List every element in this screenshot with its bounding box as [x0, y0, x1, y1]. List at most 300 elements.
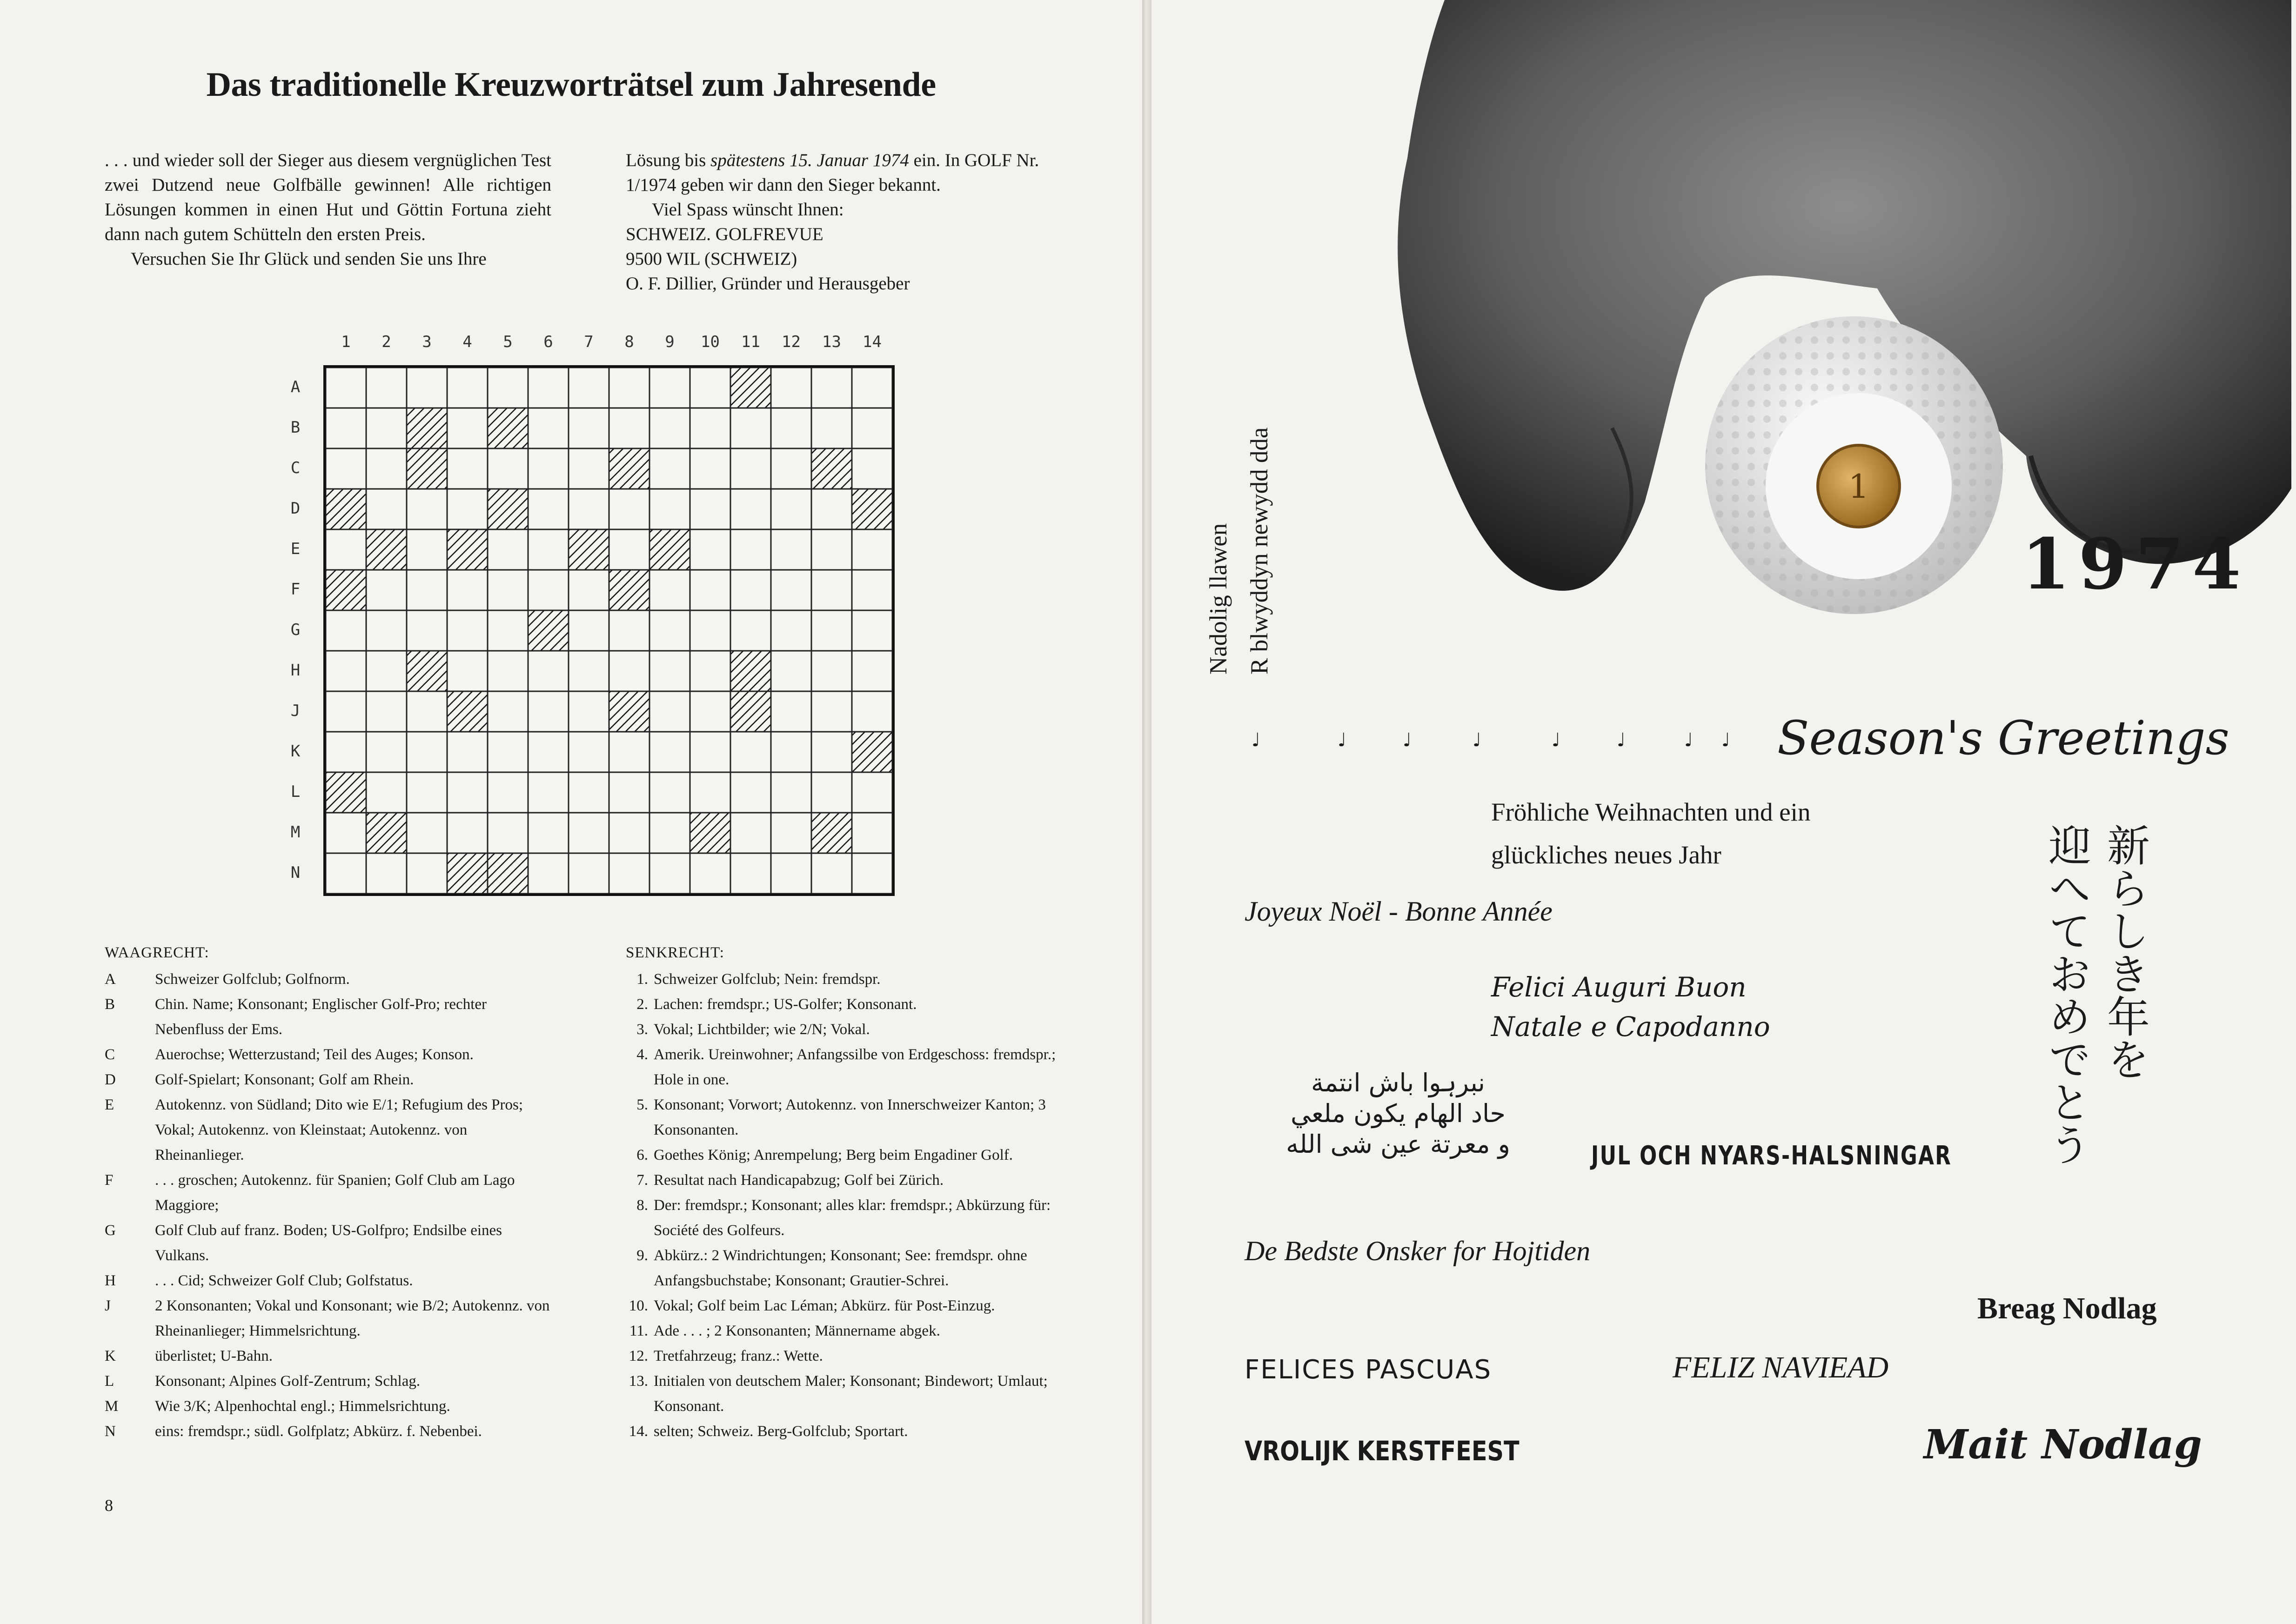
blocked-cell [730, 651, 771, 691]
deadline-paragraph [626, 148, 1058, 197]
across-clue-list [105, 967, 558, 1444]
crossword-cell [528, 448, 569, 489]
clue-text: Schweizer Golfclub; Golfnorm. [155, 971, 350, 988]
crossword-cell [447, 732, 488, 772]
crossword-cell [852, 813, 892, 853]
crossword-cell [852, 368, 892, 408]
crossword-cell [528, 570, 569, 610]
blocked-cell [811, 448, 852, 489]
crossword-cell [528, 529, 569, 570]
crossword-cell [852, 772, 892, 813]
crossword-cell [649, 813, 690, 853]
welsh-greeting [1198, 428, 1280, 675]
clue-key: B [105, 996, 115, 1013]
crossword-cell [569, 853, 609, 894]
book-gutter [1142, 0, 1151, 1624]
crossword-cell [447, 408, 488, 448]
crossword-cell [690, 408, 730, 448]
clue-item [105, 1343, 558, 1369]
clue-item [105, 1168, 558, 1218]
page-number: 8 [105, 1496, 113, 1515]
crossword-cell [690, 610, 730, 651]
clue-item [105, 967, 558, 992]
crossword-cell [649, 570, 690, 610]
column-number: 3 [422, 333, 432, 351]
crossword-cell [366, 651, 407, 691]
french-greeting: Joyeux Noël - Bonne Année [1245, 896, 1553, 927]
crossword-cell [730, 813, 771, 853]
crossword-cell [407, 853, 447, 894]
column-number: 6 [543, 333, 553, 351]
crossword-cell [690, 691, 730, 732]
clue-item [105, 1067, 558, 1092]
clue-item [626, 1092, 1072, 1143]
crossword-cell [771, 732, 811, 772]
clue-text: eins: fremdspr.; südl. Golfplatz; Abkürz. f. Nebenbei. [155, 1423, 482, 1440]
crossword-cell [366, 772, 407, 813]
blocked-cell [326, 489, 366, 529]
crossword-cell [811, 489, 852, 529]
crossword-cell [852, 408, 892, 448]
blocked-cell [366, 813, 407, 853]
clue-item [105, 1268, 558, 1293]
crossword-cell [366, 610, 407, 651]
column-number: 11 [741, 333, 760, 351]
intro-text-left [105, 148, 551, 271]
arabic-line-1: نبرہوا باش انتمة [1311, 1068, 1485, 1097]
ornament-icon: ♩ [1684, 729, 1693, 751]
crossword-cell [366, 691, 407, 732]
crossword-cell [488, 691, 528, 732]
crossword-cell [811, 570, 852, 610]
coin-value: 1 [1848, 468, 1869, 506]
clue-item [626, 1318, 1072, 1343]
clue-key: 8. [636, 1197, 648, 1214]
row-letter: A [290, 378, 301, 396]
clue-key: 14. [629, 1423, 648, 1440]
crossword-cell [690, 489, 730, 529]
crossword-cell [690, 772, 730, 813]
blocked-cell [609, 570, 649, 610]
blocked-cell [528, 610, 569, 651]
crossword-cell [771, 813, 811, 853]
crossword-cell [326, 529, 366, 570]
row-letter: F [290, 580, 301, 599]
crossword-cell [326, 732, 366, 772]
clue-text: Der: fremdspr.; Konsonant; alles klar: fremdspr.; Abkürzung für: Société des Golfeurs. [654, 1197, 1051, 1239]
clue-text: Vokal; Lichtbilder; wie 2/N; Vokal. [654, 1021, 870, 1038]
crossword-cell [649, 772, 690, 813]
clue-key: 12. [629, 1348, 648, 1364]
crossword-cell [447, 489, 488, 529]
crossword-cell [730, 448, 771, 489]
clue-key: N [105, 1423, 116, 1440]
clue-key: 6. [636, 1147, 648, 1163]
clue-item [105, 1369, 558, 1394]
crossword-cell [771, 408, 811, 448]
year-heading: 1974 [2022, 523, 2249, 605]
blocked-cell [488, 408, 528, 448]
crossword-cell [852, 570, 892, 610]
crossword-cell [649, 610, 690, 651]
ornament-icon: ♩ [1552, 729, 1560, 751]
crossword-cell [771, 853, 811, 894]
column-number: 5 [503, 333, 513, 351]
crossword-cell [569, 368, 609, 408]
clue-key: 10. [629, 1297, 648, 1314]
crossword-cell [326, 408, 366, 448]
crossword-cell [771, 570, 811, 610]
column-number: 4 [462, 333, 472, 351]
crossword-cell [649, 651, 690, 691]
row-letter: K [290, 742, 301, 761]
crossword-cell [407, 691, 447, 732]
column-number: 2 [382, 333, 391, 351]
crossword-cell [690, 448, 730, 489]
crossword-cell [730, 610, 771, 651]
clue-text: Auerochse; Wetterzustand; Teil des Auges; Konson. [155, 1046, 474, 1063]
crossword-cell [649, 732, 690, 772]
crossword-cell [609, 813, 649, 853]
crossword-cell [690, 651, 730, 691]
italian-greeting [1491, 968, 1770, 1047]
crossword-cell [690, 570, 730, 610]
arabic-line-2: حاد الهام يكون ملعي [1291, 1099, 1506, 1128]
crossword-cell [771, 448, 811, 489]
crossword-cell [730, 489, 771, 529]
clue-item [105, 1419, 558, 1444]
crossword-cell [326, 368, 366, 408]
row-letter: N [290, 863, 301, 882]
clue-text: . . . Cid; Schweizer Golf Club; Golfstatus. [155, 1272, 413, 1289]
crossword-cell [528, 691, 569, 732]
crossword-cell [407, 732, 447, 772]
crossword-cell [326, 691, 366, 732]
crossword-cell [649, 691, 690, 732]
clue-item [105, 1394, 558, 1419]
crossword-cell [690, 732, 730, 772]
clue-text: Golf-Spielart; Konsonant; Golf am Rhein. [155, 1071, 414, 1088]
crossword-cell [528, 853, 569, 894]
blocked-cell [488, 853, 528, 894]
blocked-cell [609, 448, 649, 489]
ornament-icon: ♩ [1617, 729, 1626, 751]
clue-text: Resultat nach Handicapabzug; Golf bei Zürich. [654, 1172, 944, 1189]
crossword-cell [366, 368, 407, 408]
intro-paragraph-1: . . . und wieder soll der Sieger aus diesem vergnüglichen Test zwei Dutzend neue Golfbälle gewinnen! Alle richtigen Lösungen kommen in einen Hut und Göttin Fortuna zieht dann nach gutem Schütteln den ersten Preis. [105, 150, 551, 244]
clue-text: Ade . . . ; 2 Konsonanten; Männername abgek. [654, 1323, 940, 1339]
blocked-cell [447, 691, 488, 732]
crossword-cell [528, 813, 569, 853]
clue-text: Initialen von deutschem Maler; Konsonant; Bindewort; Umlaut; Konsonant. [654, 1373, 1048, 1415]
crossword-cell [569, 448, 609, 489]
clue-item [626, 967, 1072, 992]
crossword-cell [609, 732, 649, 772]
english-greeting: Season's Greetings [1777, 711, 2229, 765]
clue-text: Goethes König; Anrempelung; Berg beim Engadiner Golf. [654, 1147, 1013, 1163]
crossword-cell [690, 853, 730, 894]
clue-text: Lachen: fremdspr.; US-Golfer; Konsonant. [654, 996, 917, 1013]
blocked-cell [569, 529, 609, 570]
ornament-icon: ♩ [1252, 729, 1260, 751]
japanese-greeting [2033, 823, 2154, 1219]
column-number: 14 [863, 333, 882, 351]
crossword-cell [690, 368, 730, 408]
clue-item [626, 1042, 1072, 1092]
clue-key: L [105, 1373, 114, 1390]
crossword-cell [852, 610, 892, 651]
clue-key: K [105, 1348, 116, 1364]
welsh-line-1: Nadolig llawen [1205, 523, 1232, 675]
crossword-cell [447, 448, 488, 489]
row-letter: G [290, 621, 301, 639]
crossword-cell [528, 408, 569, 448]
column-number: 8 [624, 333, 634, 351]
crossword-cell [852, 691, 892, 732]
crossword-cell [366, 570, 407, 610]
crossword-cell [771, 772, 811, 813]
wish-line: Viel Spass wünscht Ihnen: [652, 200, 844, 220]
italian-line-2: Natale e Capodanno [1491, 1011, 1770, 1043]
intro-text-right [626, 148, 1058, 296]
crossword-cell [326, 610, 366, 651]
clue-key: D [105, 1071, 116, 1088]
crossword-cell [852, 853, 892, 894]
blocked-cell [407, 408, 447, 448]
blocked-cell [407, 448, 447, 489]
german-line-2: glückliches neues Jahr [1491, 841, 1721, 869]
crossword-cell [488, 610, 528, 651]
clue-key: 9. [636, 1247, 648, 1264]
german-greeting [1491, 791, 1810, 876]
blocked-cell [649, 529, 690, 570]
blocked-cell [447, 529, 488, 570]
crossword-cell [649, 368, 690, 408]
crossword-cell [326, 813, 366, 853]
romansh-greeting: FELIZ NAVIEAD [1673, 1350, 1889, 1384]
clue-text: Wie 3/K; Alpenhochtal engl.; Himmelsrichtung. [155, 1398, 450, 1415]
arabic-greeting [1240, 1068, 1556, 1160]
column-number: 10 [701, 333, 720, 351]
crossword-cell [771, 368, 811, 408]
crossword-cell [649, 408, 690, 448]
crossword-cell [366, 448, 407, 489]
blocked-cell [852, 489, 892, 529]
spanish-greeting: FELICES PASCUAS [1245, 1355, 1492, 1385]
crossword-cell [569, 732, 609, 772]
clue-key: G [105, 1222, 116, 1239]
crossword-cell [569, 651, 609, 691]
crossword-cell [811, 691, 852, 732]
deadline-date: spätestens 15. Januar 1974 [710, 150, 909, 170]
blocked-cell [366, 529, 407, 570]
crossword-cell [407, 813, 447, 853]
crossword-cell [366, 408, 407, 448]
down-clue-list [626, 967, 1072, 1444]
clue-key: 2. [636, 996, 648, 1013]
japanese-column-1: 新らしき年を [2100, 823, 2150, 1080]
blocked-cell [811, 813, 852, 853]
clue-text: Schweizer Golfclub; Nein: fremdspr. [654, 971, 881, 988]
clue-key: 3. [636, 1021, 648, 1038]
row-letter: M [290, 823, 301, 842]
clue-item [105, 1042, 558, 1067]
crossword-cell [528, 651, 569, 691]
blocked-cell [852, 732, 892, 772]
clue-item [626, 1369, 1072, 1419]
clue-text: Konsonant; Vorwort; Autokennz. von Innerschweizer Kanton; 3 Konsonanten. [654, 1096, 1046, 1138]
clue-item [626, 992, 1072, 1017]
address-line-2: 9500 WIL (SCHWEIZ) [626, 249, 797, 269]
column-number: 1 [341, 333, 351, 351]
crossword-cell [528, 772, 569, 813]
crossword-cell [730, 408, 771, 448]
swedish-greeting: JUL OCH NYARS-HALSNINGAR [1591, 1141, 1952, 1171]
clue-key: 5. [636, 1096, 648, 1113]
ornament-icon: ♩ [1338, 729, 1346, 751]
clue-text: Chin. Name; Konsonant; Englischer Golf-Pro; rechter Nebenfluss der Ems. [155, 996, 487, 1038]
crossword-cell [730, 772, 771, 813]
clue-key: 1. [636, 971, 648, 988]
blocked-cell [488, 489, 528, 529]
blocked-cell [447, 853, 488, 894]
down-heading: SENKRECHT: [626, 944, 724, 961]
clue-key: 11. [629, 1323, 648, 1339]
crossword-cell [649, 853, 690, 894]
column-number: 9 [665, 333, 675, 351]
crossword-cell [528, 489, 569, 529]
clue-item [626, 1419, 1072, 1444]
ornament-icon: ♩ [1473, 729, 1481, 751]
ornament-icon: ♩ [1721, 729, 1730, 751]
ornament-icon: ♩ [1403, 729, 1412, 751]
crossword-cell [811, 610, 852, 651]
crossword-cell [649, 448, 690, 489]
crossword-cell [730, 853, 771, 894]
crossword-cell [771, 489, 811, 529]
crossword-cell [326, 651, 366, 691]
row-letter: E [290, 540, 301, 558]
crossword-cell [609, 368, 649, 408]
crossword-cell [569, 570, 609, 610]
clue-key: H [105, 1272, 116, 1289]
crossword-cell [569, 408, 609, 448]
danish-greeting: De Bedste Onsker for Hojtiden [1245, 1236, 1591, 1266]
clue-item [626, 1017, 1072, 1042]
crossword-cell [407, 529, 447, 570]
address-line-1: SCHWEIZ. GOLFREVUE [626, 224, 823, 244]
crossword-cell [569, 772, 609, 813]
crossword-cell [771, 691, 811, 732]
clue-text: Golf Club auf franz. Boden; US-Golfpro; Endsilbe eines Vulkans. [155, 1222, 502, 1264]
clue-key: J [105, 1297, 111, 1314]
irish-greeting: Breag Nodlag [1977, 1291, 2157, 1325]
crossword-cell [528, 732, 569, 772]
arabic-line-3: و معرتة عين شى الله [1286, 1129, 1510, 1159]
clue-text: Autokennz. von Südland; Dito wie E/1; Refugium des Pros; Vokal; Autokennz. von Kleinstaat; Autokennz. von Rheinanlieger. [155, 1096, 523, 1163]
row-letter: B [290, 418, 301, 437]
crossword-cell [326, 448, 366, 489]
clue-key: 7. [636, 1172, 648, 1189]
japanese-column-2: 迎へておめでとう [2042, 823, 2091, 1166]
publisher-line: O. F. Dillier, Gründer und Herausgeber [626, 274, 910, 294]
clue-item [626, 1243, 1072, 1293]
crossword-cell [609, 408, 649, 448]
right-page [1151, 0, 2296, 1624]
blocked-cell [730, 691, 771, 732]
clue-key: M [105, 1398, 119, 1415]
clue-item [105, 1092, 558, 1168]
crossword-cell [366, 489, 407, 529]
crossword-cell [407, 368, 447, 408]
clue-item [626, 1293, 1072, 1318]
clue-key: 4. [636, 1046, 648, 1063]
blocked-cell [326, 772, 366, 813]
crossword-cell [811, 529, 852, 570]
crossword-cell [447, 813, 488, 853]
crossword-cell [447, 651, 488, 691]
clue-text: selten; Schweiz. Berg-Golfclub; Sportart. [654, 1423, 908, 1440]
clue-text: 2 Konsonanten; Vokal und Konsonant; wie B/2; Autokennz. von Rheinanlieger; Himmelsrichtung. [155, 1297, 550, 1339]
clue-text: Vokal; Golf beim Lac Léman; Abkürz. für Post-Einzug. [654, 1297, 995, 1314]
crossword-cell [488, 368, 528, 408]
crossword-cell [771, 529, 811, 570]
crossword-cell [811, 368, 852, 408]
crossword-cell [609, 610, 649, 651]
row-letter: D [290, 499, 301, 518]
crossword-cell [447, 610, 488, 651]
clue-key: E [105, 1096, 114, 1113]
row-letter: L [290, 782, 301, 801]
crossword-cell [609, 489, 649, 529]
crossword-cell [771, 610, 811, 651]
row-letter: J [290, 702, 301, 720]
crossword-cell [488, 813, 528, 853]
deadline-text-a: Lösung bis [626, 150, 711, 170]
crossword-cell [488, 732, 528, 772]
row-letter: H [290, 661, 301, 680]
crossword-cell [730, 570, 771, 610]
crossword-cell [609, 853, 649, 894]
crossword-cell [811, 651, 852, 691]
crossword-cell [407, 570, 447, 610]
clue-item [626, 1193, 1072, 1243]
clue-item [105, 1218, 558, 1268]
crossword-cell [366, 732, 407, 772]
crossword-cell [569, 610, 609, 651]
clue-item [626, 1143, 1072, 1168]
crossword-cell [528, 368, 569, 408]
crossword-cell [407, 772, 447, 813]
crossword-cell [569, 813, 609, 853]
clue-text: Konsonant; Alpines Golf-Zentrum; Schlag. [155, 1373, 421, 1390]
german-line-1: Fröhliche Weihnachten und ein [1491, 798, 1811, 826]
crossword-cell [569, 489, 609, 529]
deadline-text-b: ein. In GOLF Nr. 1/1974 geben wir dann den Sieger bekannt. [626, 150, 1039, 195]
row-letter: C [290, 459, 301, 477]
crossword-cell [852, 651, 892, 691]
clue-text: Amerik. Ureinwohner; Anfangssilbe von Erdgeschoss: fremdspr.; Hole in one. [654, 1046, 1056, 1088]
clue-key: A [105, 971, 116, 988]
welsh-line-2: R blwyddyn newydd dda [1246, 427, 1273, 675]
crossword-cell [730, 529, 771, 570]
blocked-cell [407, 651, 447, 691]
page-title: Das traditionelle Kreuzworträtsel zum Jahresende [206, 66, 936, 104]
crossword-cell [609, 529, 649, 570]
clue-item [105, 1293, 558, 1343]
crossword-cell [811, 732, 852, 772]
column-number: 7 [584, 333, 594, 351]
